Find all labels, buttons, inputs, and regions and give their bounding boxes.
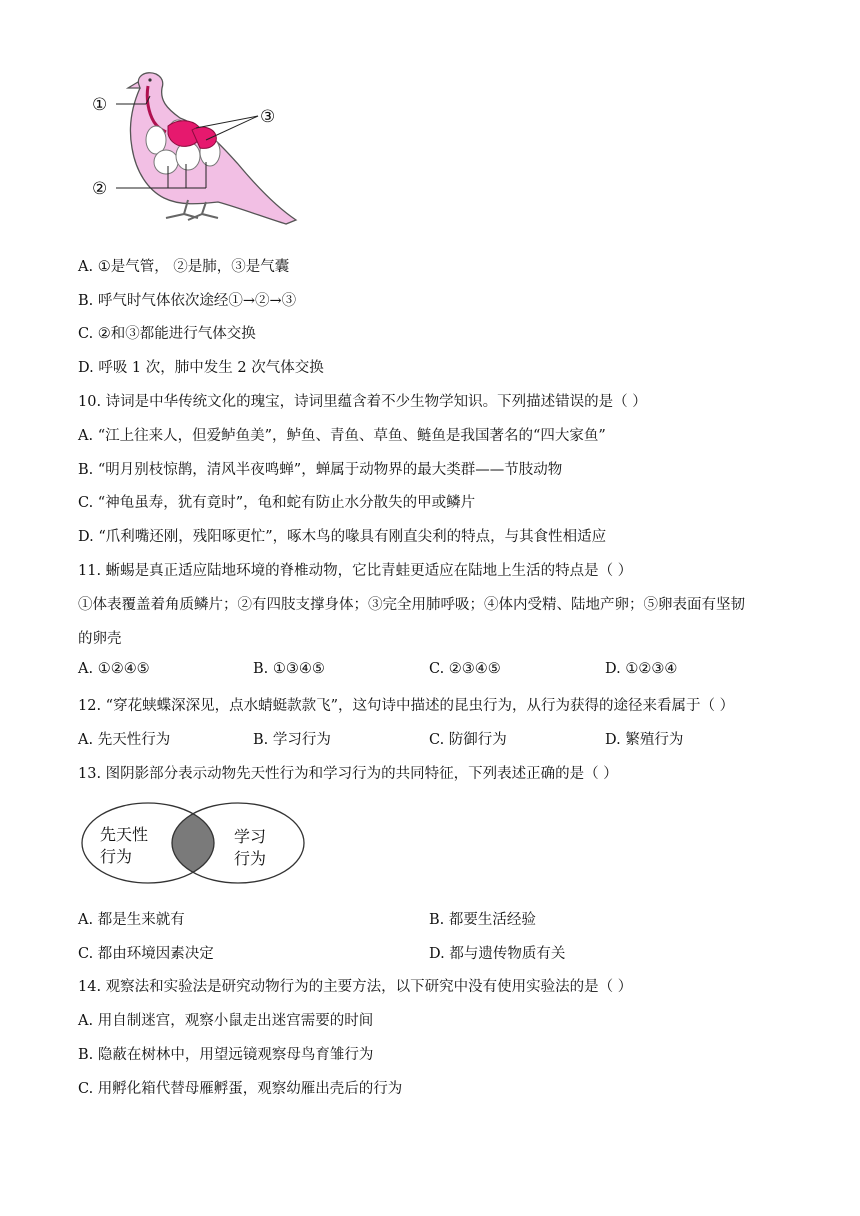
q10-option-b: B. “明月别枝惊鹊，清风半夜鸣蝉”，蝉属于动物界的最大类群——节肢动物 (78, 462, 563, 478)
q14-option-b: B. 隐蔽在树林中，用望远镜观察母鸟育雏行为 (78, 1047, 374, 1063)
label-3: ③ (260, 107, 276, 127)
venn-right-label-1: 学习 (234, 827, 267, 846)
q9-option-c: C. ②和③都能进行气体交换 (78, 326, 256, 342)
q9-option-b: B. 呼气时气体依次途经①→②→③ (78, 293, 297, 309)
venn-left-label-1: 先天性 (100, 825, 149, 844)
q13-option-c: C. 都由环境因素决定 (78, 946, 214, 962)
q11-option-d: D. ①②③④ (605, 661, 678, 677)
q13-option-b: B. 都要生活经验 (429, 912, 536, 928)
q10-option-c: C. “神龟虽寿，犹有竟时”，龟和蛇有防止水分散失的甲或鳞片 (78, 495, 476, 511)
q11-option-a: A. ①②④⑤ (78, 661, 150, 677)
label-2: ② (92, 179, 108, 199)
q13-option-d: D. 都与遗传物质有关 (429, 946, 566, 962)
q14-stem: 14. 观察法和实验法是研究动物行为的主要方法，以下研究中没有使用实验法的是（ ） (78, 979, 633, 995)
q11-desc-line2: 的卵壳 (78, 631, 122, 647)
q13-stem: 13. 图阴影部分表示动物先天性行为和学习行为的共同特征，下列表述正确的是（ ） (78, 766, 618, 782)
q13-option-a: A. 都是生来就有 (78, 912, 185, 928)
bird-respiratory-diagram (88, 68, 308, 230)
q11-option-b: B. ①③④⑤ (253, 661, 325, 677)
q12-stem: 12. “穿花蛱蝶深深见，点水蜻蜓款款飞”，这句诗中描述的昆虫行为，从行为获得的途径来看属于（ ） (78, 698, 735, 714)
q12-option-a: A. 先天性行为 (78, 732, 171, 748)
q14-option-a: A. 用自制迷宫，观察小鼠走出迷宫需要的时间 (78, 1013, 374, 1029)
q14-option-c: C. 用孵化箱代替母雁孵蛋，观察幼雁出壳后的行为 (78, 1081, 403, 1097)
q12-option-c: C. 防御行为 (429, 732, 507, 748)
venn-right-label-2: 行为 (234, 849, 267, 868)
q12-option-d: D. 繁殖行为 (605, 732, 684, 748)
air-sac (146, 126, 166, 154)
q10-option-a: A. “江上往来人，但爱鲈鱼美”，鲈鱼、青鱼、草鱼、鲢鱼是我国著名的“四大家鱼” (78, 428, 606, 444)
q10-stem: 10. 诗词是中华传统文化的瑰宝，诗词里蕴含着不少生物学知识。下列描述错误的是（ ） (78, 394, 647, 410)
q12-option-b: B. 学习行为 (253, 732, 331, 748)
q9-option-d: D. 呼吸 1 次，肺中发生 2 次气体交换 (78, 360, 324, 376)
venn-diagram (80, 800, 306, 886)
air-sac (154, 150, 178, 174)
label-1: ① (92, 95, 108, 115)
bird-eye (148, 78, 151, 81)
q10-option-d: D. “爪利嘴还刚，残阳啄更忙”，啄木鸟的喙具有刚直尖利的特点，与其食性相适应 (78, 529, 607, 545)
q11-desc-line1: ①体表覆盖着角质鳞片；②有四肢支撑身体；③完全用肺呼吸；④体内受精、陆地产卵；⑤卵表面有坚韧 (78, 597, 745, 613)
q11-stem: 11. 蜥蜴是真正适应陆地环境的脊椎动物，它比青蛙更适应在陆地上生活的特点是（ ） (78, 563, 633, 579)
bird-beak (128, 82, 140, 88)
q9-option-a: A. ①是气管， ②是肺，③是气囊 (78, 259, 290, 275)
venn-left-label-2: 行为 (100, 847, 133, 866)
q11-option-c: C. ②③④⑤ (429, 661, 501, 677)
